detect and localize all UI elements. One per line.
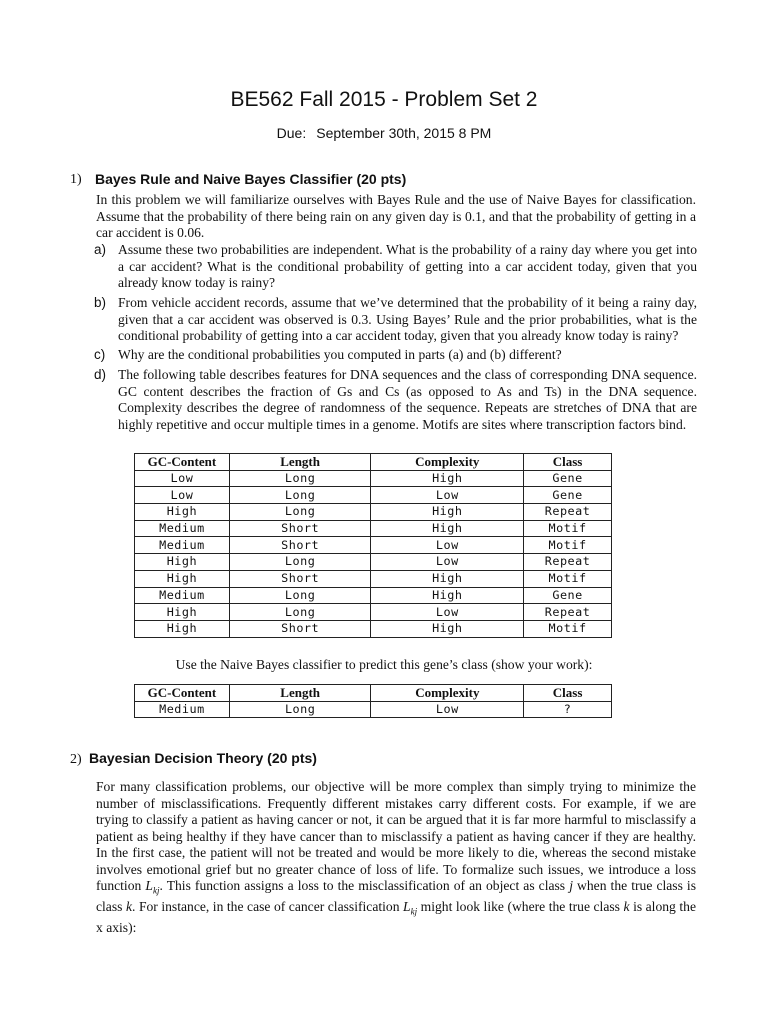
loss-subscript: kj [152, 885, 160, 896]
item-text: From vehicle accident records, assume that we’ve determined that the probability of it being a rainy day, given that a car accident was observed is 0.3. Using Bayes’ Rule and the prior probabilities, what is the conditional probability of getting into a car accident today, given that you already know today is rainy? [118, 295, 697, 343]
table-cell: Gene [524, 470, 612, 487]
table-cell: High [135, 620, 230, 637]
table-cell: Repeat [524, 504, 612, 521]
item-label: b) [94, 295, 107, 310]
item-label: a) [94, 242, 107, 257]
table-cell: Long [229, 487, 371, 504]
loss-symbol: L [403, 899, 411, 915]
table-cell: Short [229, 620, 371, 637]
table-cell: Low [371, 487, 524, 504]
table-cell: Long [229, 504, 371, 521]
table-row [135, 554, 612, 571]
q2-p2b: when the true class is class [96, 878, 696, 915]
table-cell: High [135, 554, 230, 571]
table-cell: High [135, 604, 230, 621]
table-cell: High [371, 587, 524, 604]
column-header: Length [229, 685, 371, 702]
q2-number: 2) [70, 752, 82, 767]
var-k: k [125, 899, 133, 915]
q1-item-a [94, 242, 697, 292]
column-header: GC-Content [135, 685, 230, 702]
table-cell: Low [371, 537, 524, 554]
table-row [135, 487, 612, 504]
table-cell: High [135, 504, 230, 521]
table-row [135, 587, 612, 604]
table-cell: Medium [135, 701, 230, 718]
var-k-2: k [623, 899, 630, 915]
due-label: Due: [276, 125, 307, 141]
page-title: BE562 Fall 2015 - Problem Set 2 [230, 88, 538, 111]
q1-item-b [94, 295, 697, 345]
dna-feature-table [134, 453, 612, 638]
table-cell: Motif [524, 520, 612, 537]
q2-body [96, 779, 696, 937]
table-cell: Short [229, 570, 371, 587]
loss-subscript: kj [410, 906, 418, 917]
q2-p2a: This function assigns a loss to the misclassification of an object as class [166, 878, 566, 893]
table-cell: Low [371, 701, 524, 718]
table-cell: High [135, 570, 230, 587]
table-cell: High [371, 570, 524, 587]
column-header: Complexity [371, 685, 524, 702]
table-header-row [135, 685, 612, 702]
q2-heading: Bayesian Decision Theory (20 pts) [89, 750, 317, 766]
table-cell: Gene [524, 587, 612, 604]
q1-intro: In this problem we will familiarize ourselves with Bayes Rule and the use of Naive Bayes for classification. Assume that the probability of there being rain on any given day is 0.1, and that the probability of getting in a car accident is 0.06. [96, 192, 696, 240]
column-header: Class [524, 454, 612, 471]
item-text: Assume these two probabilities are independent. What is the probability of a rainy day where you get into a car accident? What is the conditional probability of getting into a car accident today, given that you already know today is rainy? [118, 242, 697, 290]
q1-item-c [94, 347, 697, 364]
q2-paragraph-1: For many classification problems, our objective will be more complex than simply trying to minimize the number of misclassifications. Frequently different mistakes carry different costs. For example, if we are trying to classify a patient as having cancer or not, it can be argued that it is far more harmful to misclassify a patient as being healthy if they have cancer than to misclassify a patient as having cancer if they are healthy. In the first case, the patient will not be treated and would be more likely to die, whereas the second mistake involves emotional grief but no greater chance of loss of life. To formalize such issues, we introduce a loss function [96, 779, 696, 893]
table-cell: Short [229, 537, 371, 554]
q2-p2c: . For instance, in the case of cancer classification [132, 899, 400, 915]
table-cell: Long [229, 587, 371, 604]
item-text: Why are the conditional probabilities you computed in parts (a) and (b) different? [118, 347, 562, 362]
table-cell: High [371, 520, 524, 537]
table-row [135, 701, 612, 718]
due-line [0, 125, 768, 141]
table-cell: Repeat [524, 554, 612, 571]
q2-p2d: might look like (where the true class [420, 899, 620, 915]
table-row [135, 520, 612, 537]
table-row [135, 537, 612, 554]
table-cell: Long [229, 554, 371, 571]
table-cell: Low [371, 554, 524, 571]
column-header: Length [229, 454, 371, 471]
loss-symbol: L [145, 878, 153, 893]
q1-number: 1) [70, 172, 82, 187]
table-row [135, 620, 612, 637]
table-cell: ? [524, 701, 612, 718]
column-header: Class [524, 685, 612, 702]
table-cell: Low [371, 604, 524, 621]
table-header-row [135, 454, 612, 471]
q1-heading: Bayes Rule and Naive Bayes Classifier (20 pts) [95, 171, 407, 187]
column-header: Complexity [371, 454, 524, 471]
due-date: September 30th, 2015 8 PM [316, 125, 492, 141]
table-cell: High [371, 470, 524, 487]
table-cell: Long [229, 470, 371, 487]
q2-p2e: is along the x axis): [96, 899, 696, 936]
loss-function-symbol-2 [403, 899, 418, 917]
table-cell: Low [135, 470, 230, 487]
loss-function-symbol [145, 878, 160, 896]
item-label: c) [94, 347, 106, 362]
table-cell: High [371, 620, 524, 637]
table-cell: Medium [135, 537, 230, 554]
item-label: d) [94, 367, 107, 382]
table-cell: Motif [524, 537, 612, 554]
query-table [134, 684, 612, 718]
table-cell: Low [135, 487, 230, 504]
table-cell: Motif [524, 620, 612, 637]
column-header: GC-Content [135, 454, 230, 471]
q2-p1-end: . [159, 878, 163, 893]
table-row [135, 604, 612, 621]
table-cell: Motif [524, 570, 612, 587]
table-cell: Long [229, 701, 371, 718]
table-row [135, 470, 612, 487]
table-row [135, 570, 612, 587]
table-cell: Short [229, 520, 371, 537]
table-cell: Medium [135, 520, 230, 537]
predict-instruction: Use the Naive Bayes classifier to predict this gene’s class (show your work): [175, 657, 593, 672]
item-text: The following table describes features for DNA sequences and the class of corresponding DNA sequence. GC content describes the fraction of Gs and Cs (as opposed to As and Ts) in the DNA sequence. Complexity describes the degree of randomness of the sequence. Repeats are stretches of DNA that are highly repetitive and occur multiple times in a genome. Motifs are sites where transcription factors bind. [118, 367, 697, 432]
table-cell: Repeat [524, 604, 612, 621]
table-cell: High [371, 504, 524, 521]
table-row [135, 504, 612, 521]
q1-item-d [94, 367, 697, 433]
table-cell: Long [229, 604, 371, 621]
table-cell: Medium [135, 587, 230, 604]
table-cell: Gene [524, 487, 612, 504]
var-j: j [569, 878, 573, 893]
